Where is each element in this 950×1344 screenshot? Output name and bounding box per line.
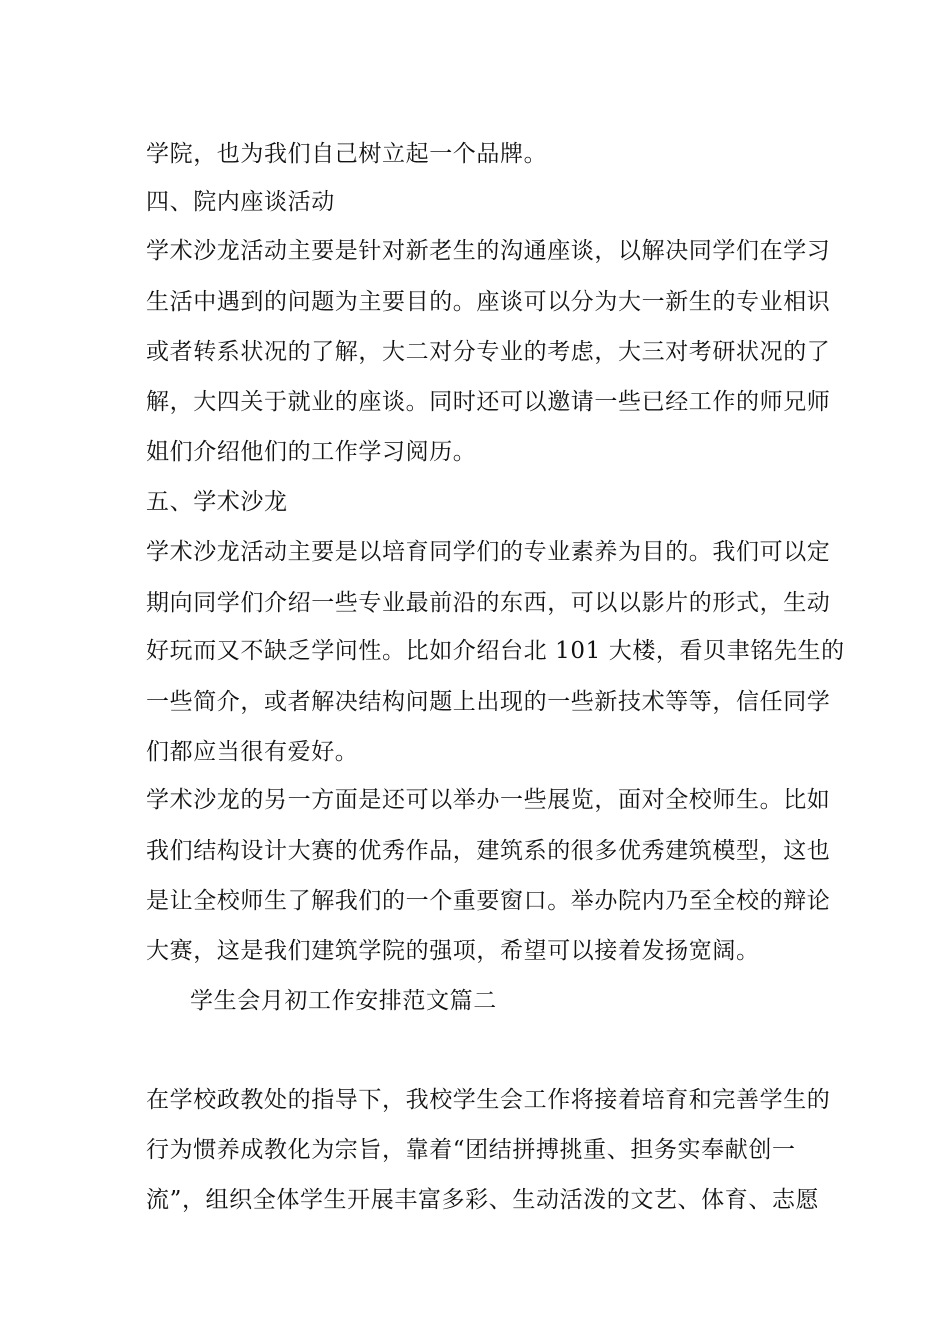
paragraph-line: 是让全校师生了解我们的一个重要窗口。举办院内乃至全校的辩论 — [146, 888, 831, 914]
paragraph-line: 好玩而又不缺乏学问性。比如介绍台北 101 大楼，看贝聿铭先生的 — [146, 638, 845, 664]
paragraph-line: 学术沙龙活动主要是以培育同学们的专业素养为目的。我们可以定 — [146, 539, 831, 565]
paragraph-line: 或者转系状况的了解，大二对分专业的考虑，大三对考研状况的了 — [146, 339, 831, 365]
paragraph-line: 在学校政教处的指导下，我校学生会工作将接着培育和完善学生的 — [146, 1087, 831, 1113]
paragraph-line: 姐们介绍他们的工作学习阅历。 — [146, 439, 477, 465]
paragraph-line: 行为惯养成教化为宗旨，靠着“团结拼搏挑重、担务实奉献创一 — [146, 1137, 796, 1163]
paragraph-line: 们都应当很有爱好。 — [146, 739, 359, 765]
paragraph-line: 期向同学们介绍一些专业最前沿的东西，可以以影片的形式，生动 — [146, 590, 831, 616]
section-heading: 四、院内座谈活动 — [146, 189, 335, 215]
paragraph-line: 生活中遇到的问题为主要目的。座谈可以分为大一新生的专业相识 — [146, 289, 831, 315]
paragraph-line: 大赛，这是我们建筑学院的强项，希望可以接着发扬宽阔。 — [146, 938, 760, 964]
paragraph-line: 一些简介，或者解决结构问题上出现的一些新技术等等，信任同学 — [146, 689, 831, 715]
paragraph-line: 学院，也为我们自己树立起一个品牌。 — [146, 141, 548, 167]
paragraph-line: 我们结构设计大赛的优秀作品，建筑系的很多优秀建筑模型，这也 — [146, 838, 831, 864]
paragraph-line: 解，大四关于就业的座谈。同时还可以邀请一些已经工作的师兄师 — [146, 389, 831, 415]
section-heading: 五、学术沙龙 — [146, 489, 288, 515]
paragraph-line: 学术沙龙的另一方面是还可以举办一些展览，面对全校师生。比如 — [146, 787, 831, 813]
paragraph-line: 学术沙龙活动主要是针对新老生的沟通座谈，以解决同学们在学习 — [146, 238, 831, 264]
paragraph-line: 流”，组织全体学生开展丰富多彩、生动活泼的文艺、体育、志愿 — [146, 1187, 820, 1213]
article-title: 学生会月初工作安排范文篇二 — [190, 988, 497, 1014]
